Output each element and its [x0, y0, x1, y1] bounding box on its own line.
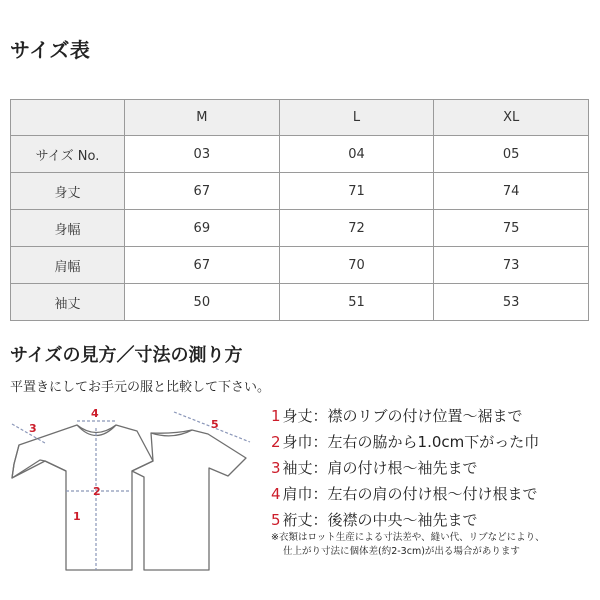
- legend-number: 3: [271, 459, 281, 477]
- table-cell: 72: [279, 210, 434, 247]
- row-label-sleeve-length: 袖丈: [11, 284, 125, 321]
- table-cell: 67: [125, 173, 280, 210]
- diagram-label-2: 2: [93, 485, 101, 498]
- legend-text: 身丈：襟のリブの付け位置〜裾まで: [282, 407, 523, 425]
- table-cell: 73: [434, 247, 589, 284]
- legend-text: 裄丈：後襟の中央〜袖先まで: [282, 511, 478, 529]
- diagram-label-1: 1: [73, 510, 81, 523]
- diagram-label-3: 3: [29, 422, 37, 435]
- tshirt-front-outline: [12, 425, 153, 570]
- tshirt-measurement-diagram: [0, 398, 262, 588]
- legend-text: 身巾：左右の脇から1.0cm下がった巾: [282, 433, 540, 451]
- row-label-shoulder-width: 肩幅: [11, 247, 125, 284]
- size-chart-title: サイズ表: [10, 38, 91, 62]
- table-row: [11, 173, 589, 210]
- table-cell: 69: [125, 210, 280, 247]
- legend-item: [271, 507, 596, 533]
- legend-number: 5: [271, 511, 281, 529]
- column-header-l: L: [279, 100, 434, 136]
- table-row: [11, 136, 589, 173]
- table-cell: 67: [125, 247, 280, 284]
- measure-guide-description: 平置きにしてお手元の服と比較して下さい。: [10, 380, 271, 395]
- size-table: [10, 99, 589, 321]
- table-cell: 74: [434, 173, 589, 210]
- column-header-xl: XL: [434, 100, 589, 136]
- legend-item: [271, 481, 596, 507]
- row-label-body-width: 身幅: [11, 210, 125, 247]
- footnote-line: ※衣類はロット生産による寸法差や、縫い代、リブなどにより、: [271, 532, 545, 543]
- footnote-line: 仕上がり寸法に個体差(約2-3cm)が出る場合があります: [283, 546, 520, 557]
- column-header-m: M: [125, 100, 280, 136]
- table-row: [11, 247, 589, 284]
- row-label-body-length: 身丈: [11, 173, 125, 210]
- row-label-size-no: サイズ No.: [11, 136, 125, 173]
- legend-item: [271, 455, 596, 481]
- legend-number: 1: [271, 407, 281, 425]
- table-cell: 05: [434, 136, 589, 173]
- legend-text: 袖丈：肩の付け根〜袖先まで: [282, 459, 478, 477]
- legend-number: 4: [271, 485, 281, 503]
- table-cell: 70: [279, 247, 434, 284]
- table-cell: 75: [434, 210, 589, 247]
- table-cell: 04: [279, 136, 434, 173]
- table-row: [11, 210, 589, 247]
- tshirt-back-outline: [132, 430, 246, 570]
- legend-item: [271, 429, 596, 455]
- diagram-label-5: 5: [211, 418, 219, 431]
- table-header-row: [11, 100, 589, 136]
- table-cell: 53: [434, 284, 589, 321]
- measure-guide-title: サイズの見方／寸法の測り方: [10, 345, 243, 366]
- legend-number: 2: [271, 433, 281, 451]
- table-cell: 71: [279, 173, 434, 210]
- footnote: [271, 531, 596, 559]
- table-row: [11, 284, 589, 321]
- legend-item: [271, 403, 596, 429]
- table-cell: 03: [125, 136, 280, 173]
- legend-text: 肩巾：左右の肩の付け根〜付け根まで: [282, 485, 538, 503]
- diagram-label-4: 4: [91, 407, 99, 420]
- table-cell: 50: [125, 284, 280, 321]
- table-cell: 51: [279, 284, 434, 321]
- measurement-legend: [271, 403, 596, 533]
- table-corner-cell: [11, 100, 125, 136]
